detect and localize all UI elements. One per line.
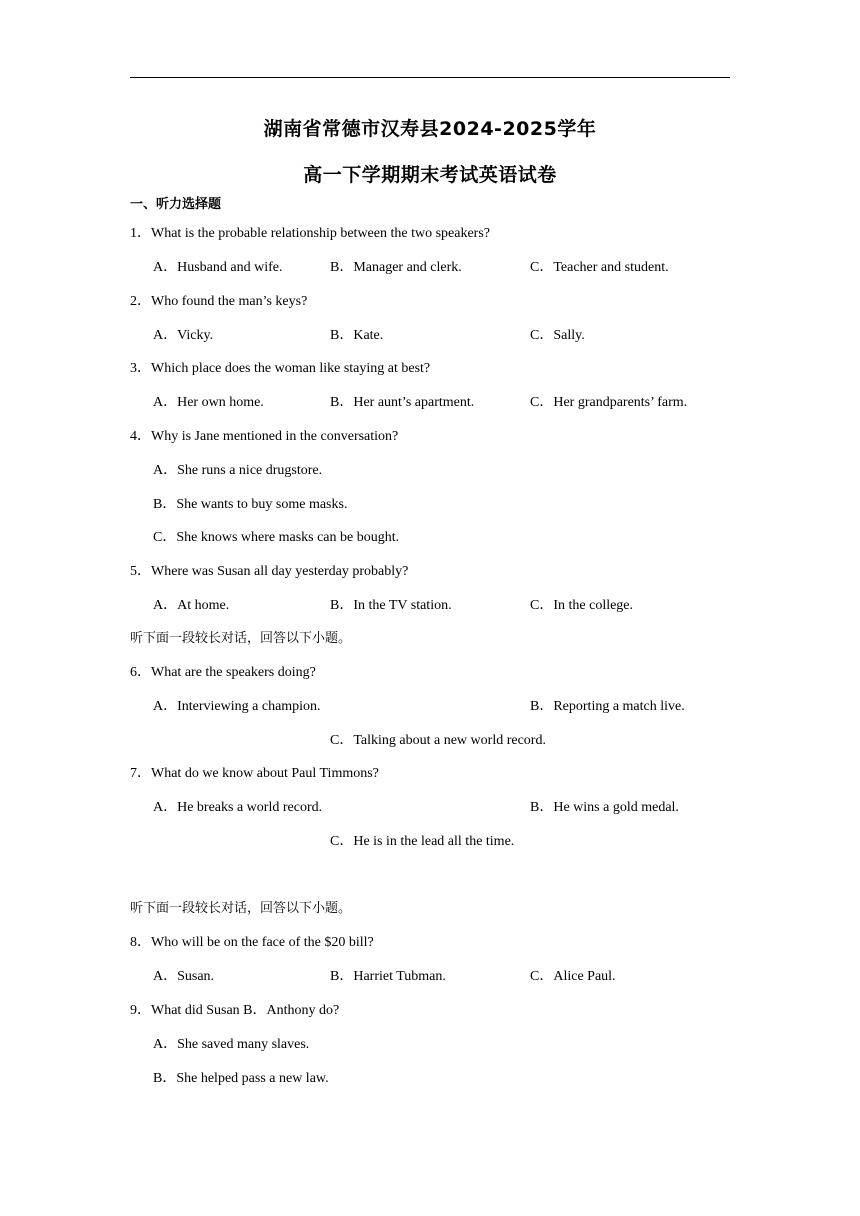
question-8-option-c: C．Alice Paul. [530, 969, 616, 984]
question-6-stem: 6．What are the speakers doing? [130, 665, 316, 680]
question-3-stem: 3．Which place does the woman like staying at best? [130, 361, 431, 376]
page-title-line-1: 湖南省常德市汉寿县2024-2025学年 [263, 118, 597, 140]
top-rule [130, 77, 730, 78]
question-9-option-a: A．She saved many slaves. [153, 1037, 310, 1052]
question-8-stem: 8．Who will be on the face of the $20 bill? [130, 935, 374, 950]
question-2-option-c: C．Sally. [530, 328, 585, 343]
question-7-option-a: A．He breaks a world record. [153, 800, 323, 815]
question-1-option-b: B．Manager and clerk. [330, 260, 462, 275]
question-4-option-c: C．She knows where masks can be bought. [153, 530, 400, 545]
question-4-option-b: B．She wants to buy some masks. [153, 497, 348, 512]
question-1-option-a: A．Husband and wife. [153, 260, 283, 275]
question-5-option-a: A．At home. [153, 598, 230, 613]
question-2-option-b: B．Kate. [330, 328, 384, 343]
question-7-stem: 7．What do we know about Paul Timmons? [130, 766, 379, 781]
question-3-option-c: C．Her grandparents’ farm. [530, 395, 688, 410]
question-6-option-b: B．Reporting a match live. [530, 699, 685, 714]
long-dialogue-instruction: 听下面一段较长对话，回答以下小题。 [130, 901, 352, 916]
long-dialogue-instruction: 听下面一段较长对话，回答以下小题。 [130, 631, 352, 646]
question-9-stem: 9．What did Susan B．Anthony do? [130, 1003, 340, 1018]
question-3-option-a: A．Her own home. [153, 395, 264, 410]
question-9-option-b: B．She helped pass a new law. [153, 1071, 329, 1086]
question-8-option-b: B．Harriet Tubman. [330, 969, 446, 984]
question-2-option-a: A．Vicky. [153, 328, 214, 343]
question-5-stem: 5．Where was Susan all day yesterday probably? [130, 564, 409, 579]
question-8-option-a: A．Susan. [153, 969, 215, 984]
question-1-stem: 1．What is the probable relationship between the two speakers? [130, 226, 490, 241]
question-7-option-b: B．He wins a gold medal. [530, 800, 679, 815]
question-4-stem: 4．Why is Jane mentioned in the conversation? [130, 429, 399, 444]
question-6-option-c: C．Talking about a new world record. [330, 733, 546, 748]
question-6-option-a: A．Interviewing a champion. [153, 699, 321, 714]
question-4-option-a: A．She runs a nice drugstore. [153, 463, 323, 478]
page-title-line-2: 高一下学期期末考试英语试卷 [303, 164, 557, 186]
question-1-option-c: C．Teacher and student. [530, 260, 669, 275]
question-3-option-b: B．Her aunt’s apartment. [330, 395, 475, 410]
section-heading-listening: 一、听力选择题 [130, 197, 222, 212]
question-5-option-c: C．In the college. [530, 598, 634, 613]
question-2-stem: 2．Who found the man’s keys? [130, 294, 308, 309]
question-5-option-b: B．In the TV station. [330, 598, 452, 613]
question-7-option-c: C．He is in the lead all the time. [330, 834, 515, 849]
